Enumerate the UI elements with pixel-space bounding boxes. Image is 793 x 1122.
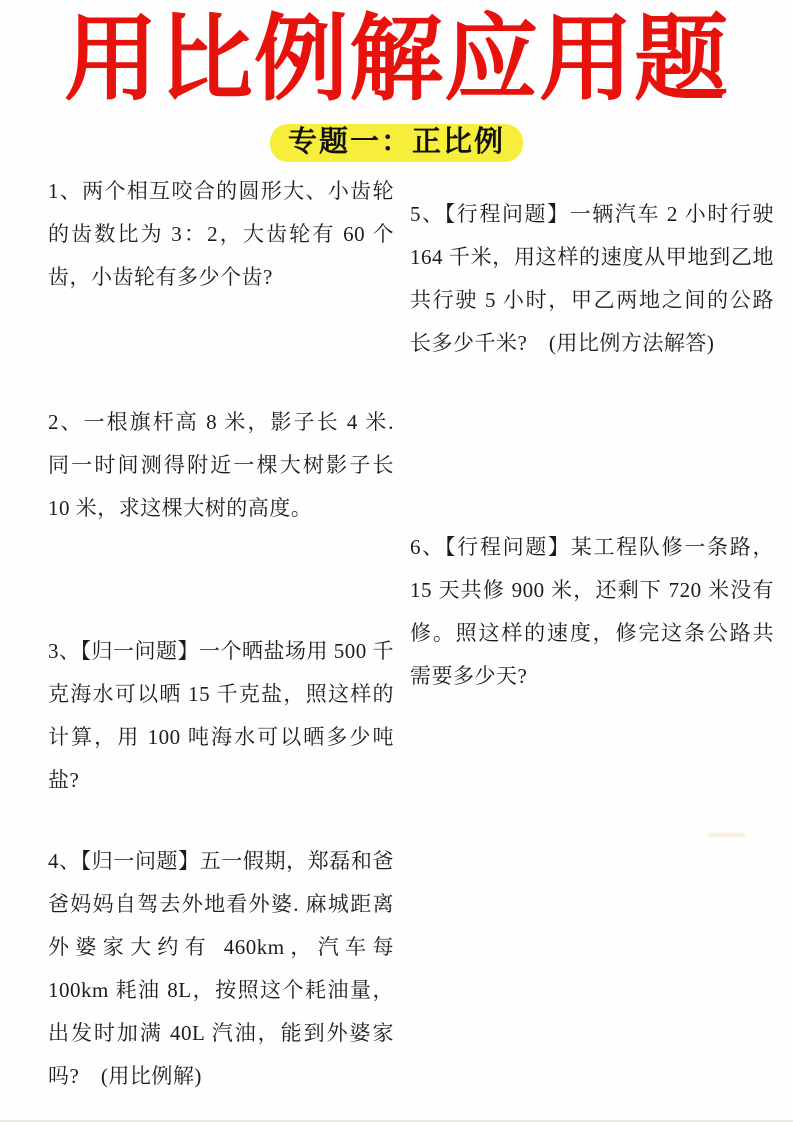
page-title: 用比例解应用题 [63,8,729,112]
problem-4: 4、【归一问题】五一假期，郑磊和爸爸妈妈自驾去外地看外婆. 麻城距离外婆家大约有 460km，汽车每 100km 耗油 8L，按照这个耗油量，出发时加满 40L 汽油，能到外婆家吗? (用比例解) [48,849,394,1088]
highlight-smudge-mark [708,833,746,837]
topic-badge-row [0,124,793,162]
topic-badge: 专题一：正比例 [270,124,523,162]
problem-5: 5、【行程问题】一辆汽车 2 小时行驶 164 千米，用这样的速度从甲地到乙地共行驶 5 小时，甲乙两地之间的公路长多少千米? (用比例方法解答) [410,202,774,355]
problem-2: 2、一根旗杆高 8 米，影子长 4 米. 同一时间测得附近一棵大树影子长 10 米，求这棵大树的高度。 [48,410,394,520]
problem-1: 1、两个相互咬合的圆形大、小齿轮的齿数比为 3：2，大齿轮有 60 个齿，小齿轮有多少个齿? [48,179,394,289]
problem-6: 6、【行程问题】某工程队修一条路，15 天共修 900 米，还剩下 720 米没有修。照这样的速度，修完这条公路共需要多少天? [410,535,774,688]
problem-3: 3、【归一问题】一个晒盐场用 500 千克海水可以晒 15 千克盐，照这样的计算，用 100 吨海水可以晒多少吨盐? [48,639,394,792]
